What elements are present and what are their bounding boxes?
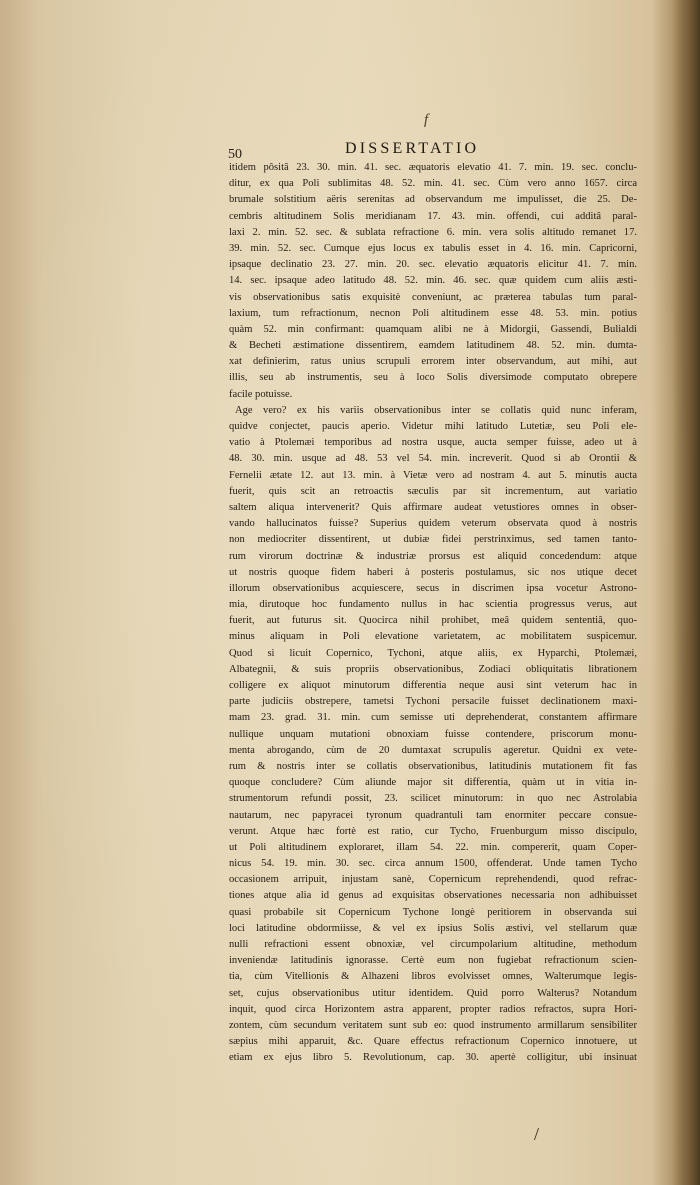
- text-line: ut nostris quoque fidem haberi à posteris postulamus, sic nos utique decet: [229, 566, 637, 578]
- text-line: saltem aliqua intervenerit? Quis affirmare audeat vetustiores omnes in obser-: [229, 501, 637, 513]
- text-line: sæpius mihi apparuit, &c. Quare effectus refractionum Copernico innotuere, ut: [229, 1036, 637, 1048]
- page-number: 50: [228, 147, 242, 162]
- text-line: quidve conjectet, paucis aperio. Videtur mihi latitudo Lutetiæ, seu Poli ele-: [229, 421, 637, 432]
- text-line: ditur, ex qua Poli sublimitas 48. 52. min. 41. sec. Cùm vero anno 1657. circa: [229, 178, 637, 190]
- text-line: quoque concludere? Cùm aliunde major sit differentia, quàm ut in vitia in-: [229, 777, 637, 789]
- text-line: itidem pôsitâ 23. 30. min. 41. sec. æquatoris elevatio 41. 7. min. 19. sec. conclu-: [229, 162, 637, 173]
- text-line: loci latitudine obdormiisse, & vel ex ipsius Solis æstivi, vel stellarum quæ: [229, 922, 637, 934]
- text-line: parte judiciis obstrepere, tametsi Tychoni persacile fuisset declinationem maxi-: [229, 696, 637, 708]
- body-text: [229, 160, 637, 1067]
- text-line: menta abrogando, cùm de 20 dumtaxat scrupulis ageretur. Quidni ex vete-: [229, 744, 637, 756]
- spine-shadow: [672, 0, 700, 1185]
- text-line: 39. min. 52. sec. Cumque ejus locus ex tabulis esset in 4. 16. min. Capricorni,: [229, 242, 637, 254]
- text-line: ipsaque declinatio 23. 27. min. 20. sec. elevatio æquatoris elicitur 41. 7. min.: [229, 259, 637, 271]
- text-line: vatio à Ptolemæi temporibus ad nostra usque, aucta semper fuisse, adeo ut à: [229, 437, 637, 449]
- text-line: zontem, cùm secundum veritatem sunt sub eo: quod instrumento armillarum sensibiliter: [229, 1019, 637, 1031]
- text-line: nautarum, nec papyracei tyronum quadrantuli tam enormiter peccare consue-: [229, 809, 637, 821]
- text-line: laxi 2. min. 52. sec. & sublata refractione 6. min. vera solis altitudo remanet 17.: [229, 226, 637, 238]
- text-line: cembris altitudinem Solis meridianam 17. 43. min. offendi, cui additâ paral-: [229, 210, 637, 222]
- text-line: ut Poli altitudinem exploraret, illam 54. 22. min. compererit, quam Coper-: [229, 841, 637, 853]
- text-line: rum virorum doctrinæ & industriæ prorsus est aliquid concedendum: atque: [229, 550, 637, 562]
- text-line: verunt. Atque hæc fortè est ratio, cur Tycho, Fruenburgum misso discipulo,: [229, 825, 637, 837]
- text-line: 48. 30. min. usque ad 48. 53 vel 54. min. increverit. Quod si ab Orontii &: [229, 453, 637, 465]
- text-line: tiones atque alia id genus ad exquisitas observationes necessaria non adhibuisset: [229, 890, 637, 902]
- text-line: nullique unquam mutationi obnoxiam fuisse contendere, priscorum monu-: [229, 728, 637, 740]
- text-line: nicus 54. 19. min. 30. sec. circa annum 1500, offenderat. Unde tamen Tycho: [229, 858, 637, 870]
- text-line: nulli refractioni essent obnoxiæ, vel circumpolarium altitudine, methodum: [229, 939, 637, 950]
- text-line: illis, seu ab instrumentis, seu à loco Solis diversimode computato obrepere: [229, 372, 637, 384]
- text-line: strumentorum refundi possit, 23. scilicet minutorum: in quo nec Astrolabia: [229, 793, 637, 805]
- text-line: colligere ex aliquot minutorum differentia neque ausi sint veterum hac in: [229, 680, 637, 691]
- text-line: occasionem arripuit, injustam sanè, Copernicum reprehendendi, quod refrac-: [229, 874, 637, 886]
- text-line: illorum observationibus acquiescere, secus in discrimen ipsa vocetur Astrono-: [229, 582, 637, 594]
- text-line: tia, cùm Vitellionis & Alhazeni libros evolvisset omnes, Walterumque legis-: [229, 971, 637, 983]
- running-head: DISSERTATIO: [345, 140, 480, 157]
- text-line: facile potuisse.: [229, 388, 293, 400]
- text-line: brumale solstitium aëris serenitas ad observandum me impulisset, die 25. De-: [229, 194, 637, 206]
- text-line: non mediocriter dissentirent, ut dubiæ fidei perstrinximus, sed tamen tanto-: [229, 534, 637, 546]
- text-line: 14. sec. ipsaque adeo latitudo 48. 52. min. 46. sec. quæ quidem cum aliis æsti-: [229, 275, 637, 287]
- text-line: inquit, quod circa Horizontem astra apparent, propter radios refractos, supra Hori-: [229, 1003, 637, 1015]
- text-line: Albategnii, & suis propriis observationibus, Zodiaci obliquitatis librationem: [229, 663, 637, 675]
- text-line: minus aliquam in Poli elevatione varietatem, ac mobilitatem suspicemur.: [229, 631, 637, 643]
- bottom-ink-mark: /: [534, 1124, 540, 1144]
- text-line: fuerit, aut futurus sit. Quocirca nihil prohibet, meâ quidem sententiâ, quo-: [229, 615, 637, 627]
- text-line: & Becheti æstimatione dissentirem, eamdem latitudinem 48. 52. min. dumta-: [229, 340, 637, 352]
- text-line: vando hallucinatos fuisse? Superius quidem veterum observata quod à nostris: [229, 518, 637, 530]
- text-line: set, cujus observationibus utitur identidem. Quid porro Walterus? Notandum: [229, 987, 637, 999]
- text-line: xat definierim, ratus unius scrupuli errorem inter observandum, aut mihi, aut: [229, 356, 637, 368]
- text-line: quàm 52. min confirmant: quamquam alibi ne à Midorgii, Gassendi, Bulialdi: [229, 323, 637, 335]
- text-line: mia, dirutoque hoc fundamento nullus in hac scientia progressus verus, aut: [229, 599, 637, 611]
- text-line: etiam ex ejus libro 5. Revolutionum, cap. 30. apertè colligitur, ubi insinuat: [229, 1052, 637, 1064]
- text-line: Quod si licuit Copernico, Tychoni, atque aliis, ex Hyparchi, Ptolemæi,: [229, 647, 637, 659]
- text-line: laxium, tum refractionum, necnon Poli altitudinem esse 48. 53. min. potius: [229, 307, 637, 319]
- text-line: vis observationibus satis exquisitè conveniunt, ac præterea tabulas tum paral-: [229, 291, 637, 303]
- top-ink-mark: f: [424, 112, 429, 128]
- text-line: mam 23. grad. 31. min. cum semisse uti deprehenderat, constantem affirmare: [229, 712, 637, 724]
- text-line: rum & nostris inter se collatis observationibus, latitudinis mutationem fit fas: [229, 760, 637, 772]
- text-line: inveniendæ latitudinis ignorasse. Certè eum non fugiebat refractionum scien-: [229, 955, 637, 967]
- text-line: fuerit, quis scit an retroactis sæculis par sit incrementum, aut variatio: [229, 485, 637, 497]
- text-line: Age vero? ex his variis observationibus inter se collatis quid nunc inferam,: [235, 404, 637, 416]
- text-line: quasi probabile sit Copernicum Tychone longè peritiorem in observanda sui: [229, 906, 637, 918]
- text-line: Fernelii ætate 12. aut 13. min. à Vietæ vero ad nostram 4. aut 5. minutis aucta: [229, 469, 637, 481]
